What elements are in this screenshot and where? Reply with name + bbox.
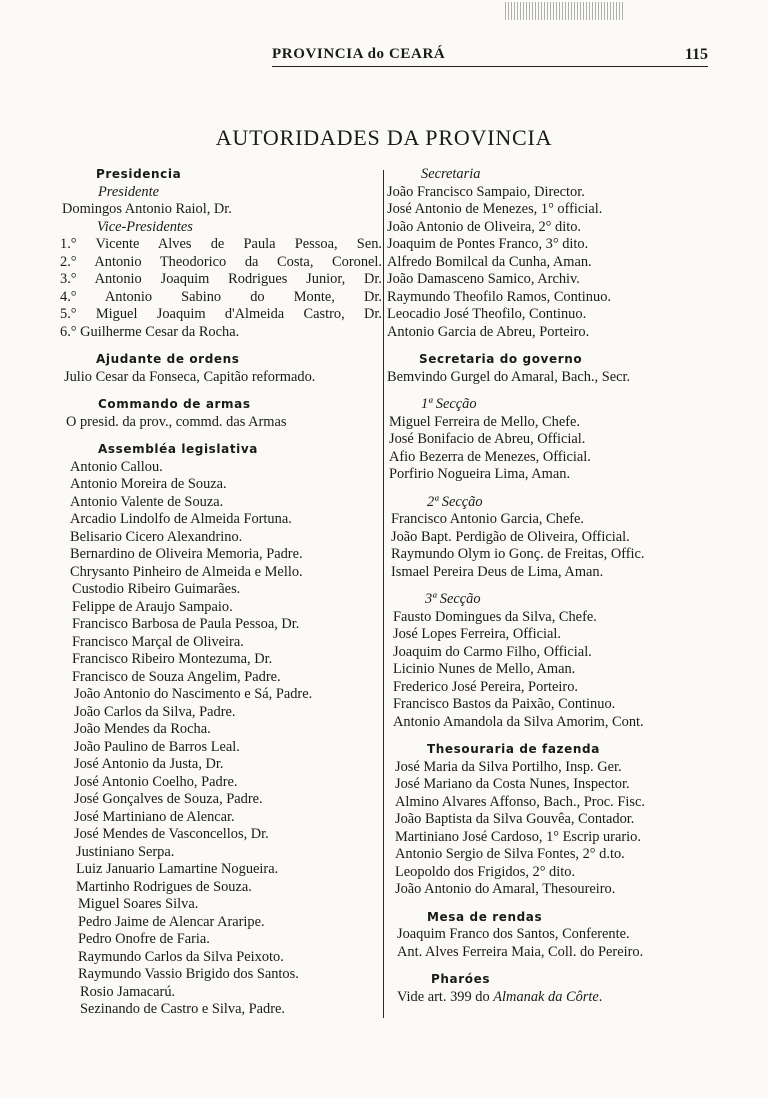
entry-line: 6.° Guilherme Cesar da Rocha. — [60, 323, 240, 340]
entry-line: João Antonio do Amaral, Thesoureiro. — [395, 881, 616, 897]
section-heading: Presidente — [98, 183, 160, 200]
entry-line: Ismael Pereira Deus de Lima, Aman. — [391, 563, 604, 580]
ink-smudge — [505, 2, 625, 20]
entry-line: Joaquim do Carmo Filho, Official. — [393, 643, 592, 660]
entry-line: Bemvindo Gurgel do Amaral, Bach., Secr. — [387, 368, 631, 385]
entry-line: Frederico José Pereira, Porteiro. — [393, 678, 579, 695]
entry-line: Almino Alvares Affonso, Bach., Proc. Fisc. — [395, 793, 645, 810]
page-number: 115 — [684, 46, 708, 63]
entry-line: João Carlos da Silva, Padre. — [74, 703, 236, 720]
entry-line: José Martiniano de Alencar. — [74, 808, 235, 825]
spacer — [387, 341, 717, 351]
entry-line: Julio Cesar da Fonseca, Capitão reformado. — [64, 368, 316, 385]
entry-line: Francisco Ribeiro Montezuma, Dr. — [72, 651, 273, 667]
entry-line: Joaquim Franco dos Santos, Conferente. — [397, 926, 630, 942]
entry-line: Alfredo Bomilcal da Cunha, Aman. — [387, 253, 592, 270]
entry-line: Joaquim de Pontes Franco, 3° dito. — [387, 236, 589, 252]
section-heading: Commando de armas — [98, 397, 251, 411]
vide-reference: Almanak da Côrte — [493, 988, 599, 1005]
left-column — [60, 166, 382, 1019]
entry-line: José Maria da Silva Portilho, Insp. Ger. — [395, 758, 622, 775]
section-heading: Mesa de rendas — [427, 909, 543, 924]
entry-line: Antonio Callou. — [70, 458, 163, 475]
entry-line: Chrysanto Pinheiro de Almeida e Mello. — [70, 563, 303, 580]
entry-line: Bernardino de Oliveira Memoria, Padre. — [70, 546, 303, 562]
entry-line: Felippe de Araujo Sampaio. — [72, 598, 233, 615]
header-rule — [272, 66, 708, 67]
entry-line: 1.° Vicente Alves de Paula Pessoa, Sen. — [60, 236, 382, 252]
spacer — [60, 386, 382, 396]
section-heading: Pharóes — [431, 972, 491, 986]
entry-line: Leopoldo dos Frigidos, 2° dito. — [395, 863, 576, 880]
entry-line: Francisco Marçal de Oliveira. — [72, 633, 244, 650]
column-divider — [383, 170, 384, 1018]
entry-line: João Francisco Sampaio, Director. — [387, 183, 585, 200]
entry-line: Leocadio José Theofilo, Continuo. — [387, 306, 587, 322]
entry-line: O presid. da prov., commd. das Armas — [66, 413, 287, 430]
entry-line: Antonio Amandola da Silva Amorim, Cont. — [393, 713, 644, 730]
running-title: PROVINCIA do CEARÁ — [272, 46, 446, 62]
entry-line: Fausto Domingues da Silva, Chefe. — [393, 608, 597, 625]
vide-text: Vide art. 399 do — [397, 988, 494, 1005]
entry-line: José Bonifacio de Abreu, Official. — [389, 431, 586, 447]
entry-line: Francisco de Souza Angelim, Padre. — [72, 668, 281, 685]
entry-line: Sezinando de Castro e Silva, Padre. — [80, 1001, 286, 1017]
section-heading: Secretaria do governo — [419, 352, 583, 366]
vide-end: . — [598, 988, 603, 1005]
entry-line: João Bapt. Perdigão de Oliveira, Official. — [391, 528, 630, 545]
entry-line: Afio Bezerra de Menezes, Official. — [389, 448, 591, 465]
entry-line: Miguel Soares Silva. — [78, 896, 199, 912]
entry-line: Custodio Ribeiro Guimarães. — [72, 581, 241, 597]
entry-line: Francisco Bastos da Paixão, Continuo. — [393, 696, 616, 712]
entry-line: 4.° Antonio Sabino do Monte, Dr. — [60, 288, 382, 305]
entry-line: 5.° Miguel Joaquim d'Almeida Castro, Dr. — [60, 306, 382, 322]
entry-line: José Mariano da Costa Nunes, Inspector. — [395, 776, 630, 792]
spacer — [387, 961, 717, 971]
section-heading: Vice-Presidentes — [97, 218, 193, 235]
main-title: AUTORIDADES DA PROVINCIA — [215, 125, 553, 150]
section-heading: 1ª Secção — [421, 396, 477, 412]
entry-line: Francisco Barbosa de Paula Pessoa, Dr. — [72, 616, 300, 632]
section-heading: Secretaria — [421, 166, 481, 182]
spacer — [387, 731, 717, 741]
entry-line: Martinho Rodrigues de Souza. — [76, 878, 252, 895]
entry-line: João Mendes da Rocha. — [74, 721, 211, 737]
entry-line: José Antonio Coelho, Padre. — [74, 773, 238, 790]
section-heading: Thesouraria de fazenda — [427, 742, 600, 756]
entry-line: Antonio Moreira de Souza. — [70, 476, 227, 492]
section-heading: Assembléa legislativa — [98, 442, 259, 456]
entry-line: José Antonio de Menezes, 1° official. — [387, 201, 603, 217]
entry-line — [387, 989, 717, 1007]
entry-line: Luiz Januario Lamartine Nogueira. — [76, 861, 279, 877]
section-heading: Presidencia — [96, 167, 182, 181]
entry-line: Licinio Nunes de Mello, Aman. — [393, 661, 576, 677]
entry-line: Antonio Valente de Souza. — [70, 493, 224, 510]
entry-line: Domingos Antonio Raiol, Dr. — [62, 201, 232, 217]
entry-line: José Lopes Ferreira, Official. — [393, 626, 561, 642]
spacer — [60, 341, 382, 351]
entry-line: João Antonio de Oliveira, 2° dito. — [387, 218, 582, 235]
section-heading: Ajudante de ordens — [96, 352, 240, 366]
entry-line: João Damasceno Samico, Archiv. — [387, 271, 580, 287]
spacer — [387, 484, 717, 494]
entry-line: Porfirio Nogueira Lima, Aman. — [389, 466, 571, 482]
entry-line: Raymundo Vassio Brigido dos Santos. — [78, 966, 299, 982]
entry-line: João Baptista da Silva Gouvêa, Contador. — [395, 811, 635, 827]
spacer — [387, 899, 717, 909]
entry-line: João Paulino de Barros Leal. — [74, 738, 240, 755]
entry-line: Raymundo Carlos da Silva Peixoto. — [78, 948, 284, 965]
entry-line: Pedro Onofre de Faria. — [78, 931, 210, 947]
entry-line: Raymundo Theofilo Ramos, Continuo. — [387, 288, 611, 305]
entry-line: Miguel Ferreira de Mello, Chefe. — [389, 413, 581, 430]
entry-line: 2.° Antonio Theodorico da Costa, Coronel. — [60, 253, 382, 270]
section-heading: 2ª Secção — [427, 493, 483, 510]
entry-line: Raymundo Olym io Gonç. de Freitas, Offic. — [391, 546, 645, 562]
entry-line: Martiniano José Cardoso, 1° Escrip urario. — [395, 828, 641, 845]
entry-line: Antonio Sergio de Silva Fontes, 2° d.to. — [395, 846, 625, 862]
entry-line: Francisco Antonio Garcia, Chefe. — [391, 511, 585, 527]
spacer — [387, 581, 717, 591]
entry-line: José Mendes de Vasconcellos, Dr. — [74, 826, 269, 842]
page-header — [272, 40, 708, 66]
entry-line: Justiniano Serpa. — [76, 843, 175, 860]
entry-line: Arcadio Lindolfo de Almeida Fortuna. — [70, 511, 292, 527]
entry-line: Pedro Jaime de Alencar Araripe. — [78, 913, 265, 930]
spacer — [60, 431, 382, 441]
entry-line: 3.° Antonio Joaquim Rodrigues Junior, Dr. — [60, 271, 382, 287]
entry-line: Ant. Alves Ferreira Maia, Coll. do Pereiro. — [397, 943, 644, 960]
entry-line: João Antonio do Nascimento e Sá, Padre. — [74, 686, 313, 702]
spacer — [387, 386, 717, 396]
entry-line: Antonio Garcia de Abreu, Porteiro. — [387, 323, 590, 340]
section-heading: 3ª Secção — [425, 591, 481, 607]
right-column — [387, 166, 717, 1006]
entry-line: Rosio Jamacarú. — [80, 983, 176, 1000]
entry-line: José Gonçalves de Souza, Padre. — [74, 791, 263, 807]
entry-line: José Antonio da Justa, Dr. — [74, 756, 224, 772]
entry-line: Belisario Cicero Alexandrino. — [70, 528, 243, 545]
